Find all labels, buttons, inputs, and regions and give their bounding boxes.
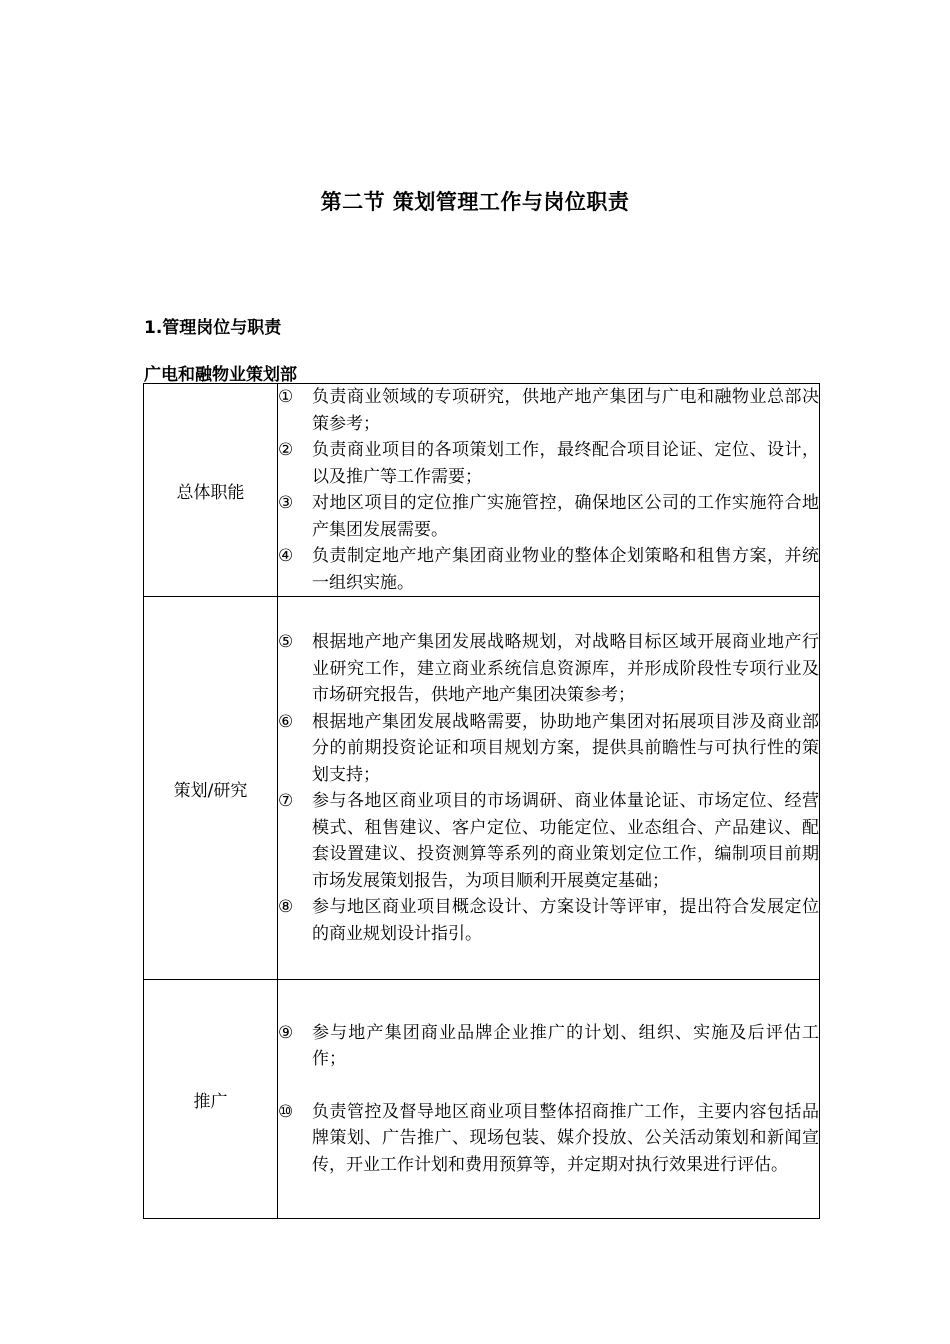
category-cell: 总体职能 (144, 384, 278, 597)
duty-number: ⑥ (278, 711, 294, 732)
duty-text: 根据地产地产集团发展战略规划，对战略目标区域开展商业地产行业研究工作，建立商业系统信息资源库，并形成阶段性专项行业及市场研究报告，供地产地产集团决策参考； (312, 632, 819, 705)
duty-item (278, 543, 819, 596)
page-title: 第二节 策划管理工作与岗位职责 (320, 190, 630, 214)
table-row (144, 980, 820, 1219)
duty-item (278, 894, 819, 947)
duty-number: ⑤ (278, 632, 294, 652)
duty-number: ④ (278, 546, 294, 566)
category-cell: 推广 (144, 980, 278, 1219)
category-cell: 策划/研究 (144, 597, 278, 980)
duty-number: ② (278, 440, 294, 460)
duty-number: ⑧ (278, 897, 294, 917)
section-heading: 1.管理岗位与职责 (144, 318, 282, 338)
duty-text: 参与各地区商业项目的市场调研、商业体量论证、市场定位、经营模式、租售建议、客户定位、功能定位、业态组合、产品建议、配套设置建议、投资测算等系列的商业策划定位工作，编制项目前期市场发展策划报告，为项目顺利开展奠定基础； (312, 791, 819, 891)
duty-text: 参与地产集团商业品牌企业推广的计划、组织、实施及后评估工作； (312, 1022, 819, 1070)
duty-text: 对地区项目的定位推广实施管控，确保地区公司的工作实施符合地产集团发展需要。 (312, 493, 819, 540)
duty-item (278, 490, 819, 543)
duty-text: 根据地产集团发展战略需要，协助地产集团对拓展项目涉及商业部分的前期投资论证和项目规划方案，提供具前瞻性与可执行性的策划支持； (312, 711, 819, 785)
duty-text: 负责商业领域的专项研究，供地产地产集团与广电和融物业总部决策参考； (312, 387, 819, 434)
duties-cell (278, 597, 820, 980)
duty-number: ⑦ (278, 791, 294, 811)
duty-text: 负责管控及督导地区商业项目整体招商推广工作，主要内容包括品牌策划、广告推广、现场包装、媒介投放、公关活动策划和新闻宣传，开业工作计划和费用预算等，并定期对执行效果进行评估。 (312, 1101, 819, 1175)
duty-item (278, 788, 819, 894)
spacer (278, 1073, 819, 1099)
table-row (144, 384, 820, 597)
duty-item (278, 629, 819, 709)
duty-item (278, 384, 819, 437)
department-heading: 广电和融物业策划部 (144, 365, 297, 385)
duty-item (278, 437, 819, 490)
duty-item (278, 1099, 819, 1179)
duty-text: 负责商业项目的各项策划工作，最终配合项目论证、定位、设计，以及推广等工作需要； (312, 440, 819, 487)
duty-text: 负责制定地产地产集团商业物业的整体企划策略和租售方案，并统一组织实施。 (312, 546, 819, 593)
duty-item (278, 1020, 819, 1073)
duties-cell (278, 384, 820, 597)
duty-item (278, 709, 819, 789)
duty-number: ① (278, 387, 294, 407)
duty-number: ③ (278, 493, 294, 513)
duty-table (143, 383, 820, 1219)
duty-number: ⑩ (278, 1101, 294, 1122)
duty-text: 参与地区商业项目概念设计、方案设计等评审，提出符合发展定位的商业规划设计指引。 (312, 897, 819, 944)
table-row (144, 597, 820, 980)
duties-cell (278, 980, 820, 1219)
duty-number: ⑨ (278, 1022, 294, 1043)
